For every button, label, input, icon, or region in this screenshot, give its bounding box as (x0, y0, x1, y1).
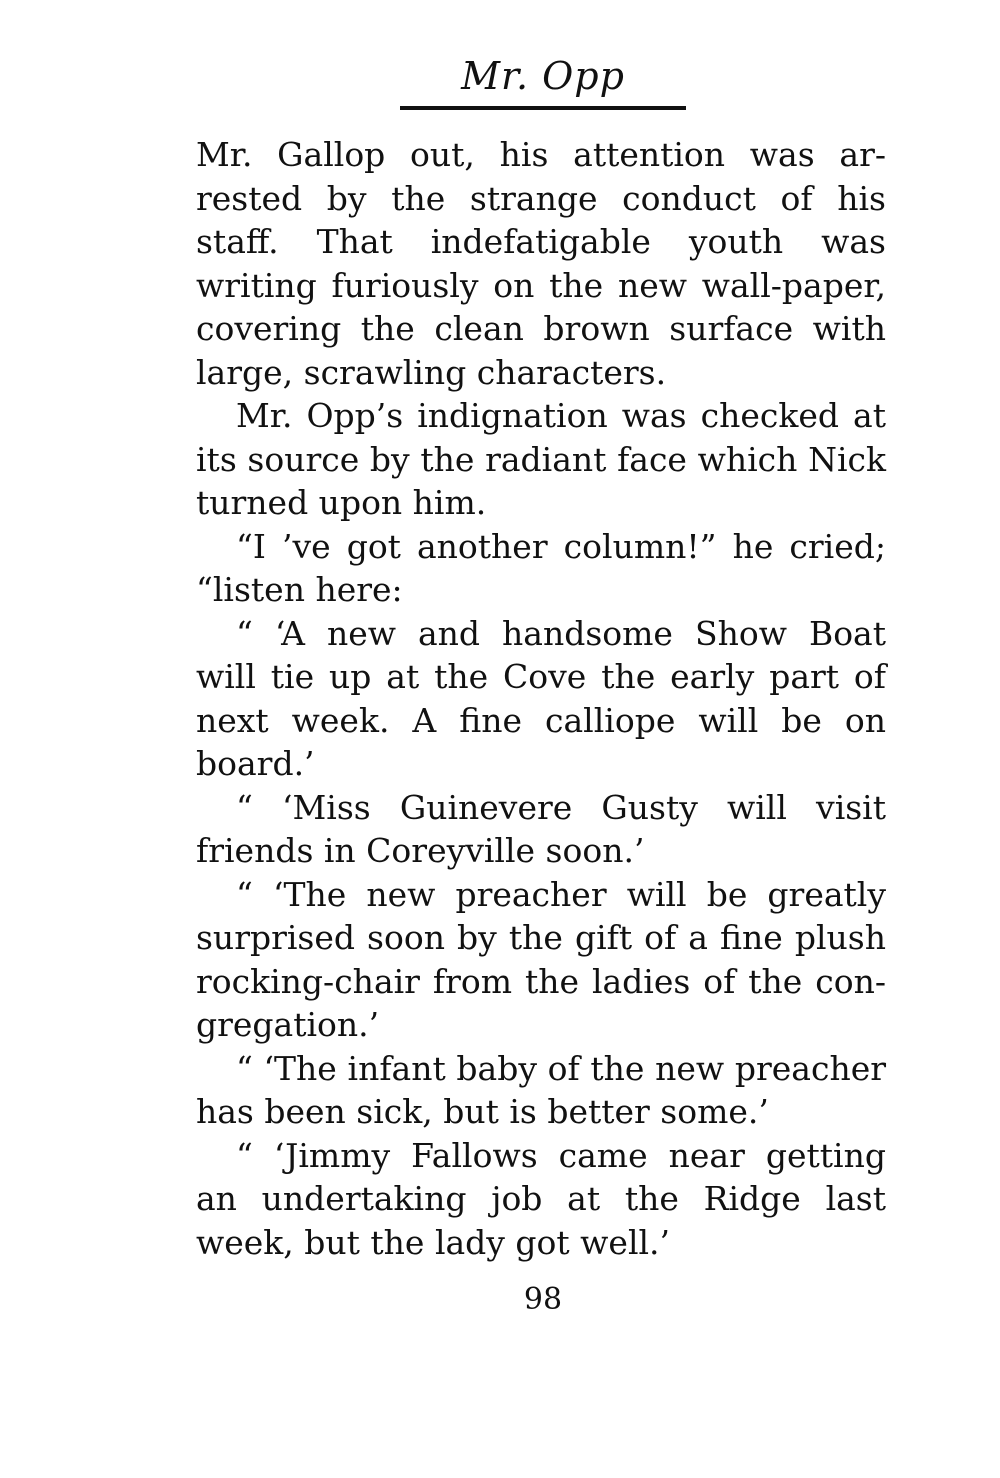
body-text (196, 133, 886, 1264)
text-line: “ ‘The new preacher will be greatly (236, 874, 886, 914)
text-line: “I ’ve got another column!” he cried; (236, 526, 886, 566)
text-line: “listen here: (196, 570, 403, 609)
text-line: turned upon him. (196, 483, 487, 522)
text-line: week, but the lady got well.’ (196, 1222, 671, 1262)
text-line: “ ‘The infant baby of the new preacher (236, 1048, 886, 1088)
text-line: surprised soon by the gift of a fine plush (196, 918, 886, 957)
text-line: staff. That indefatigable youth was (196, 222, 886, 261)
text-line: board.’ (196, 744, 315, 783)
running-title: Mr. Opp (461, 54, 625, 98)
text-line: writing furiously on the new wall-paper, (196, 265, 886, 305)
text-line: rocking-chair from the ladies of the con- (196, 961, 886, 1001)
text-line: its source by the radiant face which Nick (196, 439, 886, 479)
text-line: rested by the strange conduct of his (196, 178, 886, 218)
text-line: will tie up at the Cove the early part of (196, 657, 886, 696)
text-line: Mr. Opp’s indignation was checked at (236, 396, 886, 435)
text-line: covering the clean brown surface with (196, 309, 886, 348)
text-line: large, scrawling characters. (196, 352, 667, 392)
text-line: “ ‘A new and handsome Show Boat (236, 613, 886, 653)
text-line: an undertaking job at the Ridge last (196, 1179, 886, 1218)
text-line: gregation.’ (196, 1005, 380, 1044)
page-number: 98 (523, 1282, 563, 1317)
text-line: next week. A fine calliope will be on (196, 700, 886, 740)
text-line: has been sick, but is better some.’ (196, 1092, 769, 1131)
header-rule (400, 106, 686, 110)
text-line: “ ‘Jimmy Fallows came near getting (236, 1135, 886, 1175)
text-line: Mr. Gallop out, his attention was ar- (196, 135, 886, 174)
text-line: friends in Coreyville soon.’ (196, 831, 645, 870)
text-line: “ ‘Miss Guinevere Gusty will visit (236, 787, 886, 827)
